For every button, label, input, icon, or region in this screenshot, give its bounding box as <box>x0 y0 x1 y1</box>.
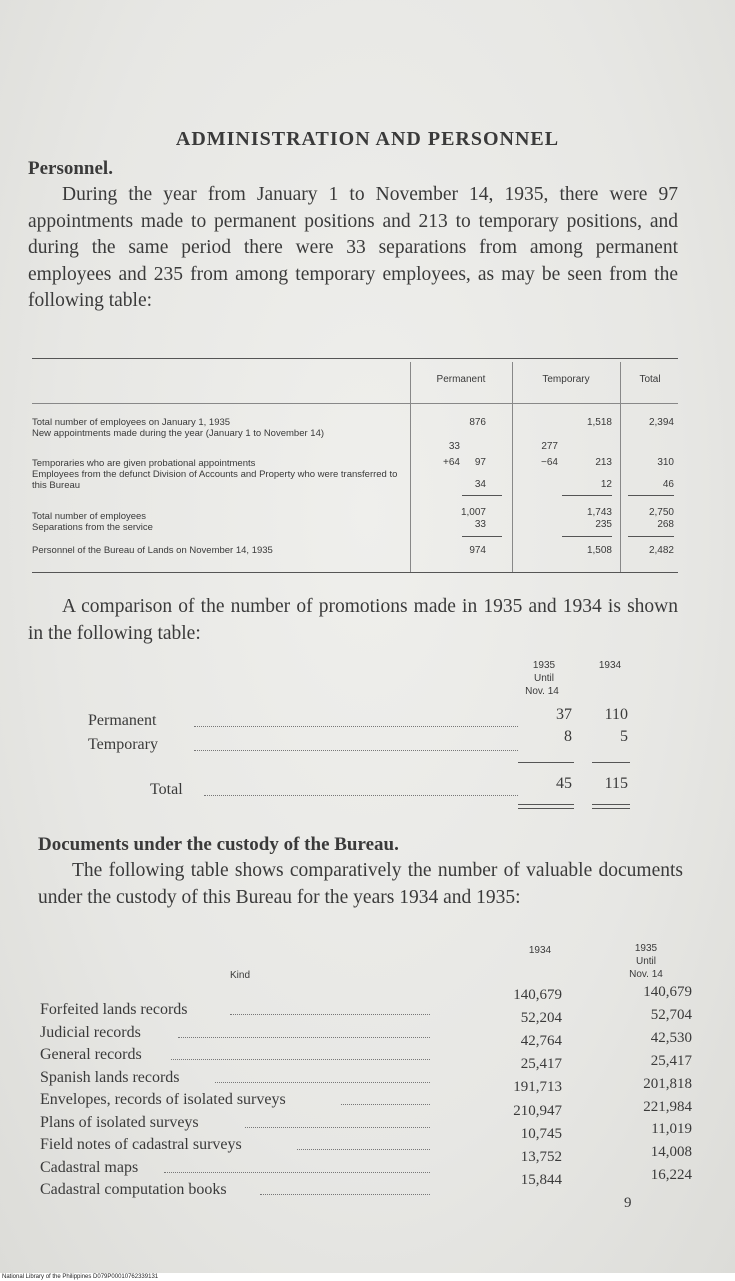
promo-row-label: Permanent <box>88 712 157 729</box>
col-1935: 1935 <box>532 660 556 671</box>
promo-row-label: Temporary <box>88 736 158 753</box>
cell-1934: 10,745 <box>520 1125 562 1142</box>
cell-1934: 52,204 <box>520 1010 562 1027</box>
cell: 235 <box>595 519 612 530</box>
cell: 876 <box>469 417 486 428</box>
footer-caption: National Library of the Philippines D079P00010762339131 <box>0 1273 735 1281</box>
document-kind: Plans of isolated surveys <box>40 1113 199 1131</box>
table-row-label: Total number of employees on January 1, 1935 <box>32 417 231 428</box>
cell-1934: 210,947 <box>513 1102 562 1119</box>
promotions-paragraph <box>28 594 678 647</box>
cell: 33 <box>448 441 460 452</box>
cell: 1,007 <box>460 507 486 518</box>
cell: 110 <box>604 706 628 723</box>
table-row-label: Personnel of the Bureau of Lands on November 14, 1935 <box>32 545 273 556</box>
table-row-label: New appointments made during the year (January 1 to November 14) <box>32 428 325 439</box>
cell: 268 <box>657 519 674 530</box>
documents-paragraph <box>38 858 683 911</box>
cell: 5 <box>620 728 628 745</box>
col-kind: Kind <box>229 970 250 981</box>
cell-1935: 201,818 <box>643 1075 692 1092</box>
table-row-label: Temporaries who are given probational appointments <box>32 458 256 469</box>
cell: +64 <box>443 457 460 468</box>
col-1935: 1935 <box>634 943 658 954</box>
promotions-text: A comparison of the number of promotions made in 1935 and 1934 is shown in the following table: <box>28 596 678 644</box>
documents-heading: Documents under the custody of the Bureau. <box>38 834 399 855</box>
table-row-label: Total number of employees <box>32 511 147 522</box>
col-temporary: Temporary <box>542 374 590 385</box>
cell: 1,743 <box>586 507 612 518</box>
page-number: 9 <box>624 1195 632 1211</box>
document-kind: Forfeited lands records <box>40 1001 188 1018</box>
cell: 8 <box>564 728 572 745</box>
document-kind: Judicial records <box>40 1023 141 1041</box>
cell: 310 <box>657 457 674 468</box>
cell: 97 <box>474 457 486 468</box>
cell-1935: 25,417 <box>650 1052 692 1069</box>
table-row-label: Separations from the service <box>32 522 153 533</box>
document-kind: Field notes of cadastral surveys <box>40 1136 242 1153</box>
cell: 213 <box>595 457 612 468</box>
document-kind: Cadastral computation books <box>40 1181 227 1198</box>
col-1934: 1934 <box>598 660 622 671</box>
personnel-paragraph <box>28 182 678 315</box>
cell: 37 <box>556 706 572 723</box>
personnel-heading: Personnel. <box>28 158 113 179</box>
cell: −64 <box>541 457 558 468</box>
cell: 1,508 <box>586 545 612 556</box>
col-1935-nov: Nov. 14 <box>629 969 663 980</box>
col-1935-until: Until <box>533 673 554 684</box>
cell: 974 <box>469 545 486 556</box>
document-kind: Envelopes, records of isolated surveys <box>40 1091 286 1108</box>
col-total: Total <box>639 374 661 385</box>
cell-1934: 191,713 <box>513 1079 562 1096</box>
cell-1934: 42,764 <box>520 1033 562 1050</box>
col-1935-nov: Nov. 14 <box>525 686 559 697</box>
cell: 34 <box>474 479 486 490</box>
document-kind: Cadastral maps <box>40 1158 139 1176</box>
cell: 45 <box>556 775 572 792</box>
cell-1935: 16,224 <box>650 1167 692 1184</box>
cell-1935: 11,019 <box>651 1121 692 1138</box>
promo-total-label: Total <box>150 781 183 798</box>
cell-1935: 52,704 <box>650 1006 692 1023</box>
document-kind: General records <box>40 1046 142 1063</box>
personnel-text: During the year from January 1 to November 14, 1935, there were 97 appointments made to permanent positions and 213 to temporary positions, and during the same period there were 33 separations from among permanent employees and 235 from among temporary employees, as may be seen from the following table: <box>28 184 678 311</box>
col-1934: 1934 <box>528 945 552 956</box>
cell-1934: 15,844 <box>520 1171 562 1188</box>
cell: 115 <box>604 775 628 792</box>
document-kind: Spanish lands records <box>40 1068 180 1086</box>
cell-1935: 140,679 <box>643 984 692 1000</box>
col-1935-until: Until <box>635 956 656 967</box>
cell: 2,394 <box>648 417 674 428</box>
cell-1935: 14,008 <box>650 1144 692 1161</box>
cell: 1,518 <box>586 417 612 428</box>
cell: 2,750 <box>648 507 674 518</box>
documents-text: The following table shows comparatively the number of valuable documents under the custody of this Bureau for the years 1934 and 1935: <box>38 860 683 908</box>
cell: 12 <box>600 479 612 490</box>
page-title: ADMINISTRATION AND PERSONNEL <box>175 128 560 150</box>
col-permanent: Permanent <box>436 374 486 385</box>
cell-1934: 140,679 <box>513 987 562 1003</box>
cell: 2,482 <box>648 545 674 556</box>
cell-1934: 25,417 <box>520 1056 562 1073</box>
cell: 46 <box>662 479 674 490</box>
cell-1934: 13,752 <box>520 1148 562 1165</box>
cell-1935: 42,530 <box>650 1029 692 1046</box>
cell: 277 <box>541 441 558 452</box>
cell: 33 <box>474 519 486 530</box>
cell-1935: 221,984 <box>643 1098 692 1115</box>
table-row-label: Employees from the defunct Division of Accounts and Property who were transferred to this Bureau <box>32 469 398 491</box>
